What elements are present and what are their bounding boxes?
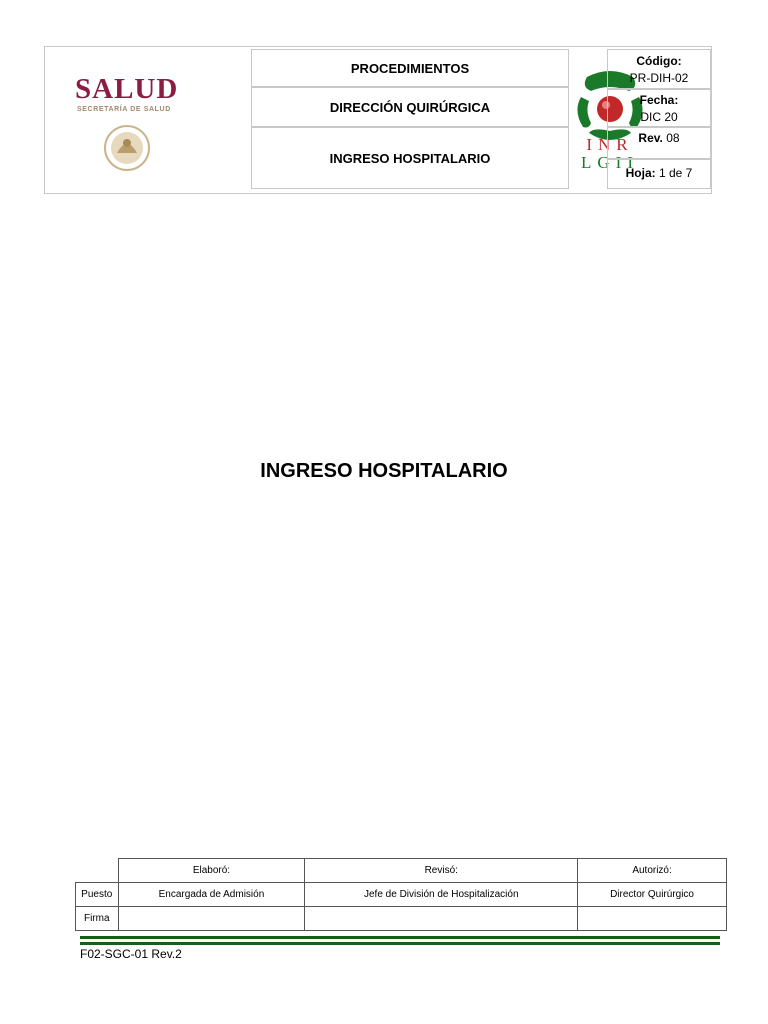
footer-form-code: F02-SGC-01 Rev.2 — [80, 947, 182, 961]
puesto-autorizo: Director Quirúrgico — [578, 883, 727, 907]
firma-label: Firma — [76, 907, 119, 931]
codigo-cell — [607, 49, 711, 89]
header-procedures: PROCEDIMIENTOS — [251, 49, 569, 87]
col-autorizo: Autorizó: — [578, 859, 727, 883]
firma-autorizo — [578, 907, 727, 931]
table-row — [76, 907, 727, 931]
header-direction: DIRECCIÓN QUIRÚRGICA — [251, 87, 569, 127]
signature-table — [75, 858, 727, 931]
firma-reviso — [305, 907, 578, 931]
col-reviso: Revisó: — [305, 859, 578, 883]
codigo-value: PR-DIH-02 — [629, 71, 689, 85]
rev-value: 08 — [666, 131, 680, 145]
header-procedure-name: INGRESO HOSPITALARIO — [251, 127, 569, 189]
national-seal-icon — [101, 123, 153, 173]
document-header — [44, 46, 712, 194]
puesto-reviso: Jefe de División de Hospitalización — [305, 883, 578, 907]
puesto-elaboro: Encargada de Admisión — [118, 883, 305, 907]
inr-logo-bottom-text: LGII — [581, 153, 639, 172]
table-row — [76, 859, 727, 883]
inr-logo-top-text: INR — [586, 135, 634, 154]
codigo-label: Código: — [636, 54, 682, 68]
puesto-label: Puesto — [76, 883, 119, 907]
hoja-cell — [607, 159, 711, 189]
rev-label: Rev. — [638, 131, 663, 145]
fecha-label: Fecha: — [639, 93, 679, 107]
hoja-label: Hoja: — [625, 166, 656, 180]
footer-line — [80, 936, 720, 939]
salud-logo — [49, 51, 251, 190]
document-title: INGRESO HOSPITALARIO — [260, 460, 508, 482]
salud-logo-text: SALUD — [75, 73, 179, 105]
table-row — [76, 883, 727, 907]
hoja-value: 1 de 7 — [658, 166, 693, 180]
salud-logo-subtitle: SECRETARÍA DE SALUD — [77, 106, 171, 113]
table-corner — [76, 859, 119, 883]
footer-line — [80, 942, 720, 945]
firma-elaboro — [118, 907, 305, 931]
fecha-value: DIC 20 — [640, 110, 678, 124]
col-elaboro: Elaboró: — [118, 859, 305, 883]
fecha-cell — [607, 89, 711, 127]
rev-cell — [607, 127, 711, 159]
